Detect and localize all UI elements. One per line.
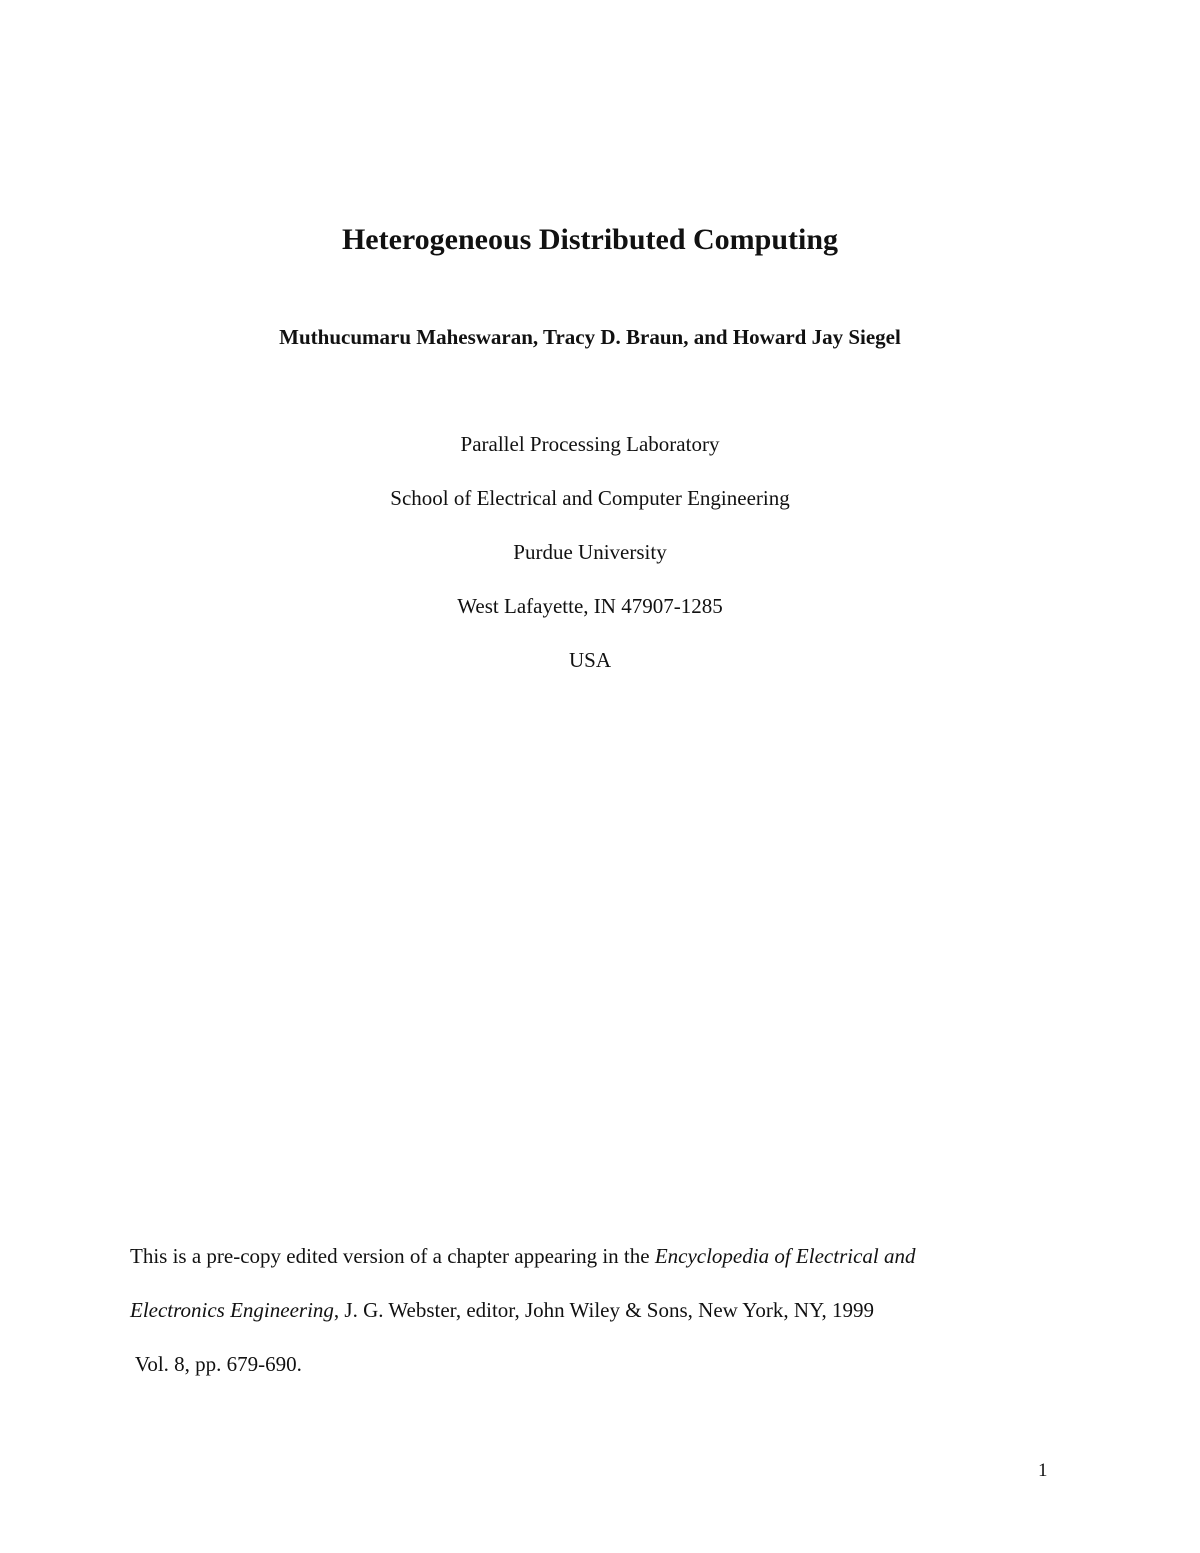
citation-line-1 xyxy=(130,1242,915,1270)
citation-publisher: , J. G. Webster, editor, John Wiley & Sons, New York, NY, 1999 xyxy=(333,1298,874,1322)
citation-encyclopedia-title-part1: Encyclopedia of Electrical and xyxy=(654,1244,916,1268)
affiliation-country: USA xyxy=(568,648,611,672)
paper-title: Heterogeneous Distributed Computing xyxy=(341,223,839,256)
citation-line-3: Vol. 8, pp. 679-690. xyxy=(130,1352,302,1376)
citation-prefix: This is a pre-copy edited version of a chapter appearing in the xyxy=(130,1244,655,1268)
affiliation-lab: Parallel Processing Laboratory xyxy=(460,432,720,456)
citation-encyclopedia-title-part2: Electronics Engineering xyxy=(130,1298,334,1322)
affiliation-university: Purdue University xyxy=(513,540,667,564)
page-number: 1 xyxy=(1038,1460,1048,1481)
citation-line-2 xyxy=(130,1296,874,1324)
affiliation-address: West Lafayette, IN 47907-1285 xyxy=(457,594,723,618)
affiliation-school: School of Electrical and Computer Engineering xyxy=(390,486,790,510)
author-list: Muthucumaru Maheswaran, Tracy D. Braun, and Howard Jay Siegel xyxy=(279,325,901,349)
